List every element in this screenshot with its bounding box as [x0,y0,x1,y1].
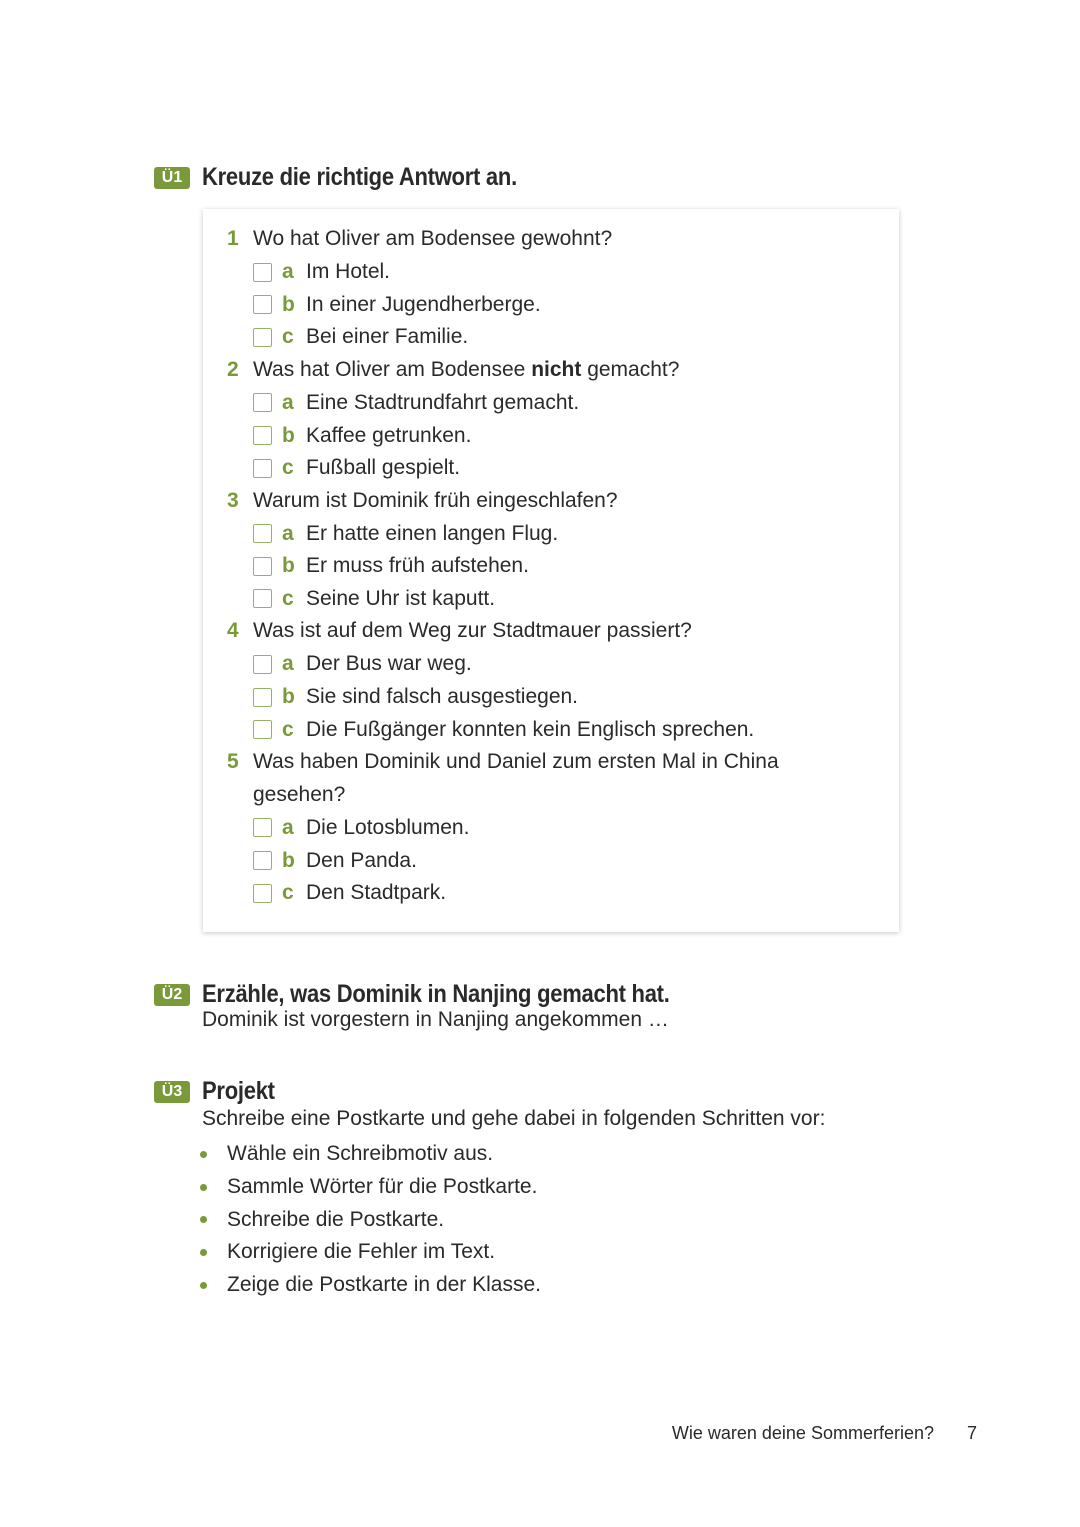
checkbox[interactable] [253,328,272,347]
option-3c[interactable] [227,583,867,616]
question-1 [227,223,867,256]
option-3b[interactable] [227,550,867,583]
option-1b[interactable] [227,288,867,321]
question-3 [227,485,867,518]
option-text: Sie sind falsch ausgestiegen. [306,685,579,709]
bullet-icon [200,1151,207,1158]
bullet-icon [200,1282,207,1289]
option-4a[interactable] [227,648,867,681]
step-text: Sammle Wörter für die Postkarte. [227,1175,538,1199]
step-text: Zeige die Postkarte in der Klasse. [227,1273,541,1297]
list-item [200,1203,541,1236]
checkbox[interactable] [253,393,272,412]
list-item [200,1171,541,1204]
question-text: Wo hat Oliver am Bodensee gewohnt? [253,227,613,250]
checkbox[interactable] [253,688,272,707]
question-number: 1 [227,227,239,250]
exercise-2-header [154,980,733,1009]
option-1a[interactable] [227,256,867,289]
step-text: Schreibe die Postkarte. [227,1207,445,1231]
question-number: 5 [227,750,239,774]
checkbox[interactable] [253,524,272,543]
option-letter: c [282,881,294,905]
option-text: Den Panda. [306,848,417,872]
quiz-box [203,209,899,932]
option-text: Er hatte einen langen Flug. [306,521,559,545]
option-text: Die Lotosblumen. [306,815,470,839]
option-text: Den Stadtpark. [306,881,447,905]
exercise-title: Kreuze die richtige Antwort an. [202,163,517,191]
checkbox[interactable] [253,655,272,674]
exercise-badge: Ü1 [154,167,190,189]
question-number: 2 [227,357,239,381]
checkbox[interactable] [253,295,272,314]
option-text: Die Fußgänger konnten kein Englisch sprechen. [306,717,755,741]
option-letter: a [282,815,294,839]
list-item [200,1269,541,1302]
exercise-title: Projekt [202,1077,275,1105]
option-letter: b [282,423,295,447]
option-letter: c [282,456,294,480]
steps-list [200,1138,541,1301]
bullet-icon [200,1184,207,1191]
checkbox[interactable] [253,459,272,478]
option-text: Im Hotel. [306,260,391,284]
option-text: Seine Uhr ist kaputt. [306,586,496,610]
option-text: In einer Jugendherberge. [306,292,541,316]
checkbox[interactable] [253,589,272,608]
checkbox[interactable] [253,557,272,576]
question-5 [227,746,867,811]
exercise-3-intro: Schreibe eine Postkarte und gehe dabei in folgenden Schritten vor: [202,1107,826,1130]
option-3a[interactable] [227,517,867,550]
option-text: Er muss früh aufstehen. [306,554,529,578]
exercise-title: Erzähle, was Dominik in Nanjing gemacht hat. [202,980,670,1008]
exercise-2-text: Dominik ist vorgestern in Nanjing angekommen … [202,1008,669,1031]
checkbox[interactable] [253,720,272,739]
question-emphasis: nicht [531,357,582,381]
question-number: 3 [227,488,239,512]
checkbox[interactable] [253,851,272,870]
option-letter: b [282,848,295,872]
exercise-1-header [154,163,560,192]
question-text: Was ist auf dem Weg zur Stadtmauer passiert? [253,619,692,643]
checkbox[interactable] [253,884,272,903]
question-text: Was haben Dominik und Daniel zum ersten Mal in China gesehen? [253,750,779,806]
question-4 [227,615,867,648]
option-letter: c [282,325,294,349]
option-text: Der Bus war weg. [306,652,472,676]
checkbox[interactable] [253,263,272,282]
option-letter: b [282,554,295,578]
option-5b[interactable] [227,844,867,877]
exercise-badge: Ü3 [154,1081,190,1103]
option-letter: a [282,390,294,414]
option-letter: b [282,685,295,709]
list-item [200,1236,541,1269]
quiz-list [227,223,867,910]
question-2 [227,354,867,387]
bullet-icon [200,1249,207,1256]
checkbox[interactable] [253,818,272,837]
list-item [200,1138,541,1171]
question-number: 4 [227,619,239,643]
option-letter: c [282,717,294,741]
option-2b[interactable] [227,419,867,452]
step-text: Wähle ein Schreibmotiv aus. [227,1142,494,1166]
option-5a[interactable] [227,811,867,844]
option-text: Eine Stadtrundfahrt gemacht. [306,390,580,414]
option-letter: c [282,586,294,610]
option-letter: a [282,652,294,676]
exercise-3-header [154,1077,285,1106]
option-text: Kaffee getrunken. [306,423,472,447]
bullet-icon [200,1216,207,1223]
option-2a[interactable] [227,386,867,419]
question-text [253,354,867,387]
option-1c[interactable] [227,321,867,354]
checkbox[interactable] [253,426,272,445]
page-number: 7 [966,1423,977,1443]
option-text: Bei einer Familie. [306,325,469,349]
option-letter: a [282,260,294,284]
option-5c[interactable] [227,877,867,910]
option-letter: a [282,521,294,545]
option-4b[interactable] [227,681,867,714]
step-text: Korrigiere die Fehler im Text. [227,1240,496,1264]
exercise-badge: Ü2 [154,984,190,1006]
option-4c[interactable] [227,713,867,746]
option-text: Fußball gespielt. [306,456,461,480]
question-text: Warum ist Dominik früh eingeschlafen? [253,488,618,512]
footer-title: Wie waren deine Sommerferien? [671,1423,934,1443]
option-2c[interactable] [227,452,867,485]
question-text-end: gemacht? [581,357,680,381]
option-letter: b [282,292,295,316]
question-text-start: Was hat Oliver am Bodensee [253,357,532,381]
